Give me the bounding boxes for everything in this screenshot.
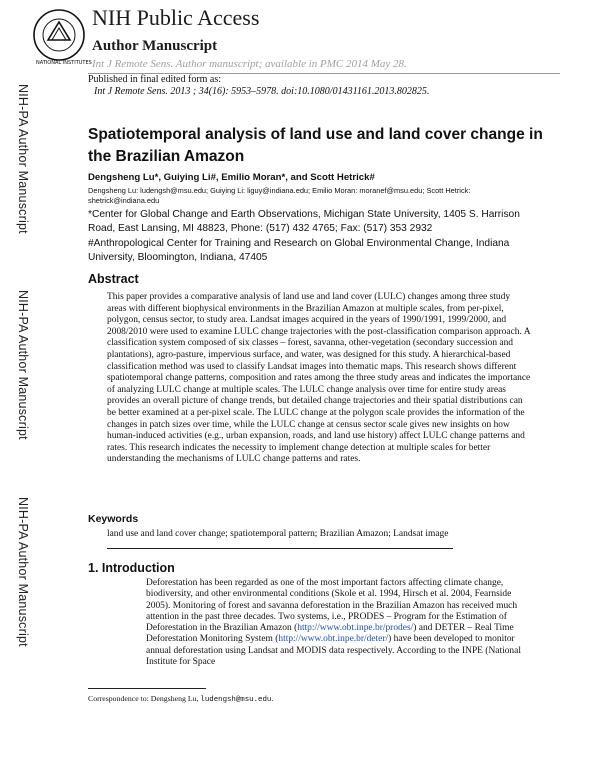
deter-link[interactable]: http://www.obt.inpe.br/deter/	[278, 634, 389, 645]
citation	[94, 86, 429, 97]
author-emails: Dengsheng Lu: ludengsh@msu.edu; Guiying Li: liguy@indiana.edu; Emilio Moran: moranef@msu.edu; Scott Hetrick: shetrick@indiana.edu	[88, 186, 471, 205]
footnote-label: Correspondence to: Dengsheng Lu,	[88, 694, 201, 703]
abstract-heading: Abstract	[88, 272, 139, 286]
affiliation-2: #Anthropological Center for Training and Research on Global Environmental Change, Indiana University, Bloomington, Indiana, 47405	[88, 238, 510, 263]
correspondence-footnote	[88, 694, 273, 704]
footnote-email: ludengsh@msu.edu	[200, 696, 272, 704]
introduction-text	[146, 578, 536, 668]
keywords-heading: Keywords	[88, 513, 139, 525]
prodes-link[interactable]: http://www.obt.inpe.br/prodes/	[297, 623, 414, 634]
paper-authors: Dengsheng Lu*, Guiying Li#, Emilio Moran*, and Scott Hetrick#	[88, 172, 375, 183]
sidebar-label-bottom: NIH-PA Author Manuscript	[16, 497, 30, 647]
sidebar-label-top: NIH-PA Author Manuscript	[16, 84, 30, 234]
svg-text:NATIONAL INSTITUTES: NATIONAL INSTITUTES	[36, 60, 92, 66]
intro-text-part-3: ) have been developed to monitor annual deforestation using Landsat and MODIS data respectively. According to the INPE (National Institute for Space	[146, 634, 521, 668]
header-journal-line: Int J Remote Sens. Author manuscript; available in PMC 2014 May 28.	[92, 58, 407, 70]
header-subtitle: Author Manuscript	[92, 38, 218, 54]
intro-text-part-1: Deforestation has been regarded as one of the most important factors affecting climate change, biodiversity, and other environmental conditions (Skole et al. 1994, Hirsch et al. 2004, Fearnside 2005). Monitoring of forest and savanna deforestation in the Brazilian Amazon has received much attention in the past three decades. Two systems, i.e., PRODES – Program for the Estimation of Deforestation in the Brazilian Amazon (	[146, 578, 518, 634]
paper-title: Spatiotemporal analysis of land use and land cover change in the Brazilian Amazon	[88, 126, 543, 165]
nih-seal-logo	[32, 6, 92, 68]
abstract-text: This paper provides a comparative analysis of land use and land cover (LULC) changes among three study areas with different biophysical environments in the Brazilian Amazon at multiple scales, from per-pixel, polygon, census sector, to study area. Landsat images acquired in the years of 1990/1991, 1999/2000, and 2008/2010 were used to examine LULC change trajectories with the post-classification comparison approach. A classification system composed of six classes – forest, savanna, other-vegetation (secondary succession and plantations), agro-pasture, impervious surface, and water, was designed for this study. A hierarchical-based classification method was used to classify Landsat images into thematic maps. This research shows different spatiotemporal change patterns, composition and rates among the three study areas and indicates the importance of analyzing LULC change at multiple scales. The LULC change analysis over time for entire study areas provides an overall picture of change trends, but detailed change trajectories and their spatial distributions can be better examined at a per-pixel scale. The LULC change at the polygon scale provides the information of the changes in patch sizes over time, while the LULC change at census sector scale gives new insights on how human-induced activities (e.g., urban expansion, roads, and land use history) affect LULC change patterns and rates. This research indicates the necessity to implement change detection at multiple scales for better understanding the mechanisms of LULC change patterns and rates.	[107, 292, 531, 465]
introduction-heading: 1. Introduction	[88, 561, 175, 575]
footnote-end: .	[271, 694, 274, 703]
published-label: Published in final edited form as:	[88, 74, 222, 85]
footnote-divider	[88, 688, 206, 689]
header-title: NIH Public Access	[92, 5, 260, 30]
citation-text: Int J Remote Sens. 2013 ; 34(16): 5953–5978. doi:10.1080/01431161.2013.802825.	[94, 86, 430, 97]
keywords-text: land use and land cover change; spatiotemporal pattern; Brazilian Amazon; Landsat image	[107, 529, 449, 539]
affiliation-1: *Center for Global Change and Earth Observations, Michigan State University, 1405 S. Harrison Road, East Lansing, MI 48823, Phone: (517) 432 4765; Fax: (517) 353 2932	[88, 209, 520, 234]
intro-text-part-2: ) and DETER – Real Time Deforestation Monitoring System (	[146, 623, 514, 645]
keywords-divider	[107, 548, 453, 549]
sidebar-label-middle: NIH-PA Author Manuscript	[16, 290, 30, 440]
